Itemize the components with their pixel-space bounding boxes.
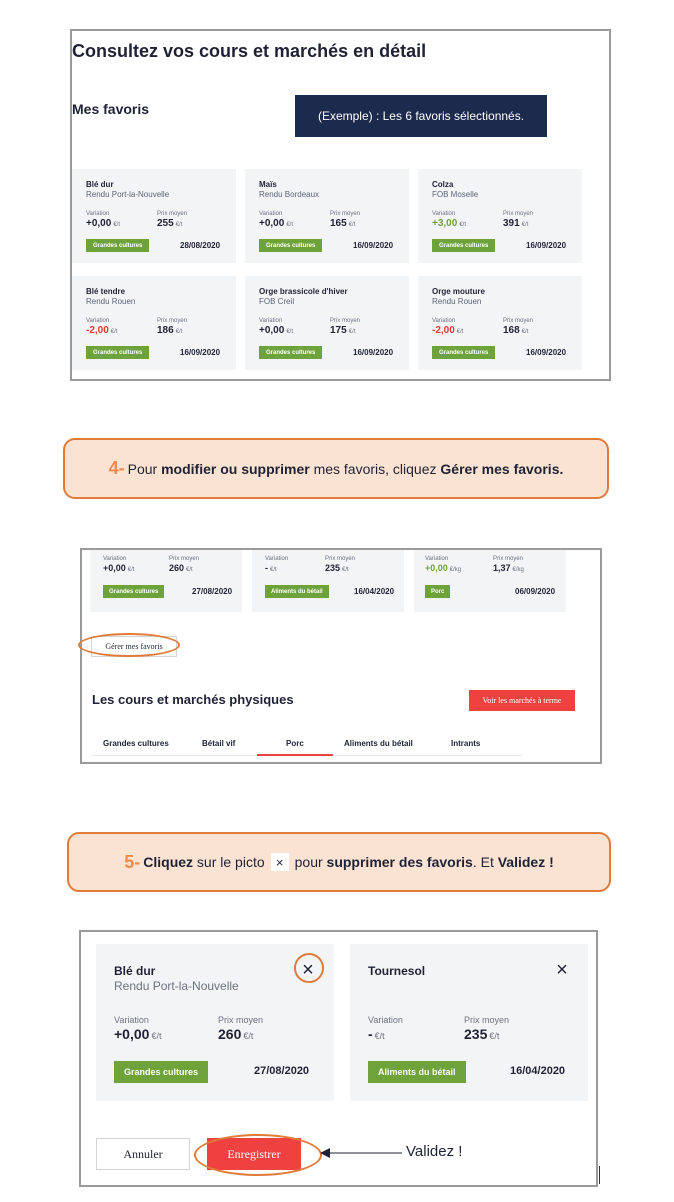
- price-label: Prix moyen: [218, 1015, 264, 1025]
- save-button[interactable]: Enregistrer: [207, 1138, 301, 1170]
- favorite-card[interactable]: [418, 169, 582, 263]
- variation-label: Variation: [425, 556, 449, 562]
- variation-value: +0,00 €/t: [86, 218, 120, 229]
- price-label: Prix moyen: [325, 556, 356, 562]
- variation-label: Variation: [86, 318, 110, 324]
- variation-value: +3,00 €/t: [432, 218, 466, 229]
- card-date: 27/08/2020: [192, 587, 233, 596]
- card-name: Orge brassicole d'hiver: [259, 287, 348, 296]
- variation-label: Variation: [103, 556, 127, 562]
- card-name: Blé tendre: [86, 287, 126, 296]
- price-label: Prix moyen: [330, 318, 361, 324]
- card-date: 16/09/2020: [353, 348, 394, 357]
- category-tag: Aliments du bétail: [368, 1061, 466, 1083]
- category-tag: Grandes cultures: [432, 346, 495, 359]
- card-date: 28/08/2020: [180, 241, 221, 250]
- card-date: 16/09/2020: [526, 241, 567, 250]
- step-number: 4-: [108, 458, 125, 478]
- card-location: Rendu Port-la-Nouvelle: [114, 979, 239, 993]
- instruction-emphasis: supprimer des favoris: [326, 854, 473, 870]
- favorite-card[interactable]: [245, 169, 409, 263]
- card-date: 27/08/2020: [254, 1065, 310, 1077]
- active-tab-indicator: [257, 754, 333, 756]
- variation-value: -2,00 €/t: [86, 325, 118, 336]
- price-label: Prix moyen: [503, 211, 534, 217]
- variation-value: - €/t: [368, 1026, 385, 1042]
- variation-label: Variation: [259, 211, 283, 217]
- favorite-card[interactable]: [72, 169, 236, 263]
- card-date: 16/09/2020: [353, 241, 394, 250]
- card-location: FOB Creil: [259, 297, 295, 306]
- instruction-emphasis: Cliquez: [143, 854, 194, 870]
- card-date: 16/04/2020: [510, 1065, 566, 1077]
- favorite-card[interactable]: [245, 276, 409, 370]
- instruction-text: Pour: [127, 460, 162, 477]
- favorites-heading: Mes favoris: [72, 101, 150, 117]
- card-name: Blé dur: [86, 180, 114, 189]
- card-name: Colza: [432, 180, 454, 189]
- card-location: Rendu Bordeaux: [259, 190, 320, 199]
- price-value: 175 €/t: [330, 325, 356, 336]
- category-tag: Aliments du bétail: [265, 585, 329, 598]
- favorite-card[interactable]: [350, 944, 588, 1101]
- price-value: 255 €/t: [157, 218, 183, 229]
- price-label: Prix moyen: [503, 318, 534, 324]
- highlight-oval: [294, 953, 324, 983]
- price-value: 165 €/t: [330, 218, 356, 229]
- price-value: 260 €/t: [218, 1026, 254, 1042]
- card-location: Rendu Rouen: [86, 297, 136, 306]
- cancel-button[interactable]: Annuler: [96, 1138, 190, 1170]
- instruction-emphasis: modifier ou supprimer: [161, 460, 310, 477]
- markets-heading: Les cours et marchés physiques: [92, 692, 294, 707]
- variation-value: +0,00 €/t: [103, 563, 135, 573]
- variation-label: Variation: [432, 211, 456, 217]
- category-tag: Porc: [425, 585, 450, 598]
- step-number: 5-: [124, 851, 141, 872]
- category-tag: Grandes cultures: [86, 239, 149, 252]
- price-label: Prix moyen: [157, 211, 188, 217]
- card-date: 16/09/2020: [180, 348, 221, 357]
- close-icon: ×: [271, 853, 289, 871]
- price-label: Prix moyen: [169, 556, 200, 562]
- instruction-text: mes favoris, cliquez: [309, 460, 441, 477]
- tab-porc[interactable]: Porc: [286, 739, 304, 748]
- text-cursor: [599, 1166, 600, 1184]
- variation-value: +0,00 €/kg: [425, 563, 462, 573]
- price-label: Prix moyen: [464, 1015, 510, 1025]
- price-label: Prix moyen: [157, 318, 188, 324]
- category-tag: Grandes cultures: [432, 239, 495, 252]
- page-title: Consultez vos cours et marchés en détail: [72, 41, 427, 61]
- card-date: 16/04/2020: [354, 587, 395, 596]
- price-value: 235 €/t: [325, 563, 349, 573]
- instruction-step-5: [67, 832, 611, 892]
- variation-value: +0,00 €/t: [114, 1026, 162, 1042]
- card-name: Orge mouture: [432, 287, 485, 296]
- highlight-oval: [194, 1134, 322, 1176]
- variation-label: Variation: [114, 1015, 149, 1025]
- tab-aliments-du-betail[interactable]: Aliments du bétail: [344, 739, 413, 748]
- manage-favorites-button[interactable]: Gérer mes favoris: [91, 636, 177, 657]
- category-tag: Grandes cultures: [259, 346, 322, 359]
- close-icon[interactable]: ×: [302, 959, 314, 981]
- tab-grandes-cultures[interactable]: Grandes cultures: [103, 739, 169, 748]
- category-tag: Grandes cultures: [259, 239, 322, 252]
- tab-intrants[interactable]: Intrants: [451, 739, 481, 748]
- card-name: Blé dur: [114, 964, 156, 978]
- card-name: Maïs: [259, 180, 277, 189]
- variation-value: +0,00 €/t: [259, 218, 293, 229]
- favorite-card[interactable]: [414, 550, 566, 612]
- favorite-card[interactable]: [418, 276, 582, 370]
- card-location: Rendu Port-la-Nouvelle: [86, 190, 170, 199]
- instruction-text: pour: [294, 854, 327, 870]
- example-banner: (Exemple) : Les 6 favoris sélectionnés.: [295, 95, 547, 137]
- instruction-emphasis: Gérer mes favoris.: [440, 460, 564, 477]
- price-value: 235 €/t: [464, 1026, 500, 1042]
- highlight-oval: [78, 633, 180, 657]
- tab-betail-vif[interactable]: Bétail vif: [202, 739, 236, 748]
- variation-label: Variation: [259, 318, 283, 324]
- card-location: Rendu Rouen: [432, 297, 482, 306]
- instruction-step-4: [63, 438, 609, 499]
- variation-value: +0,00 €/t: [259, 325, 293, 336]
- instruction-text: sur le picto: [193, 854, 265, 870]
- price-value: 186 €/t: [157, 325, 183, 336]
- variation-label: Variation: [86, 211, 110, 217]
- instruction-text: . Et: [472, 854, 498, 870]
- card-date: 16/09/2020: [526, 348, 567, 357]
- favorite-card[interactable]: [252, 550, 404, 612]
- category-tag: Grandes cultures: [114, 1061, 208, 1083]
- card-name: Tournesol: [368, 964, 426, 978]
- variation-label: Variation: [265, 556, 289, 562]
- card-date: 06/09/2020: [515, 587, 556, 596]
- price-value: 168 €/t: [503, 325, 529, 336]
- favorite-card[interactable]: [90, 550, 242, 612]
- variation-label: Variation: [432, 318, 456, 324]
- variation-value: -2,00 €/t: [432, 325, 464, 336]
- variation-value: - €/t: [265, 563, 277, 573]
- price-label: Prix moyen: [330, 211, 361, 217]
- instruction-emphasis: Validez !: [497, 854, 554, 870]
- favorite-card[interactable]: [72, 276, 236, 370]
- variation-label: Variation: [368, 1015, 403, 1025]
- futures-markets-button[interactable]: Voir les marchés à terme: [469, 690, 575, 711]
- price-value: 1,37 €/kg: [493, 563, 524, 573]
- category-tag: Grandes cultures: [86, 346, 149, 359]
- category-tag: Grandes cultures: [103, 585, 164, 598]
- price-label: Prix moyen: [493, 556, 524, 562]
- close-icon[interactable]: ×: [556, 959, 568, 981]
- price-value: 260 €/t: [169, 563, 193, 573]
- card-location: FOB Moselle: [432, 190, 479, 199]
- arrow-icon: [320, 1145, 404, 1161]
- price-value: 391 €/t: [503, 218, 529, 229]
- validate-annotation: Validez !: [406, 1143, 463, 1160]
